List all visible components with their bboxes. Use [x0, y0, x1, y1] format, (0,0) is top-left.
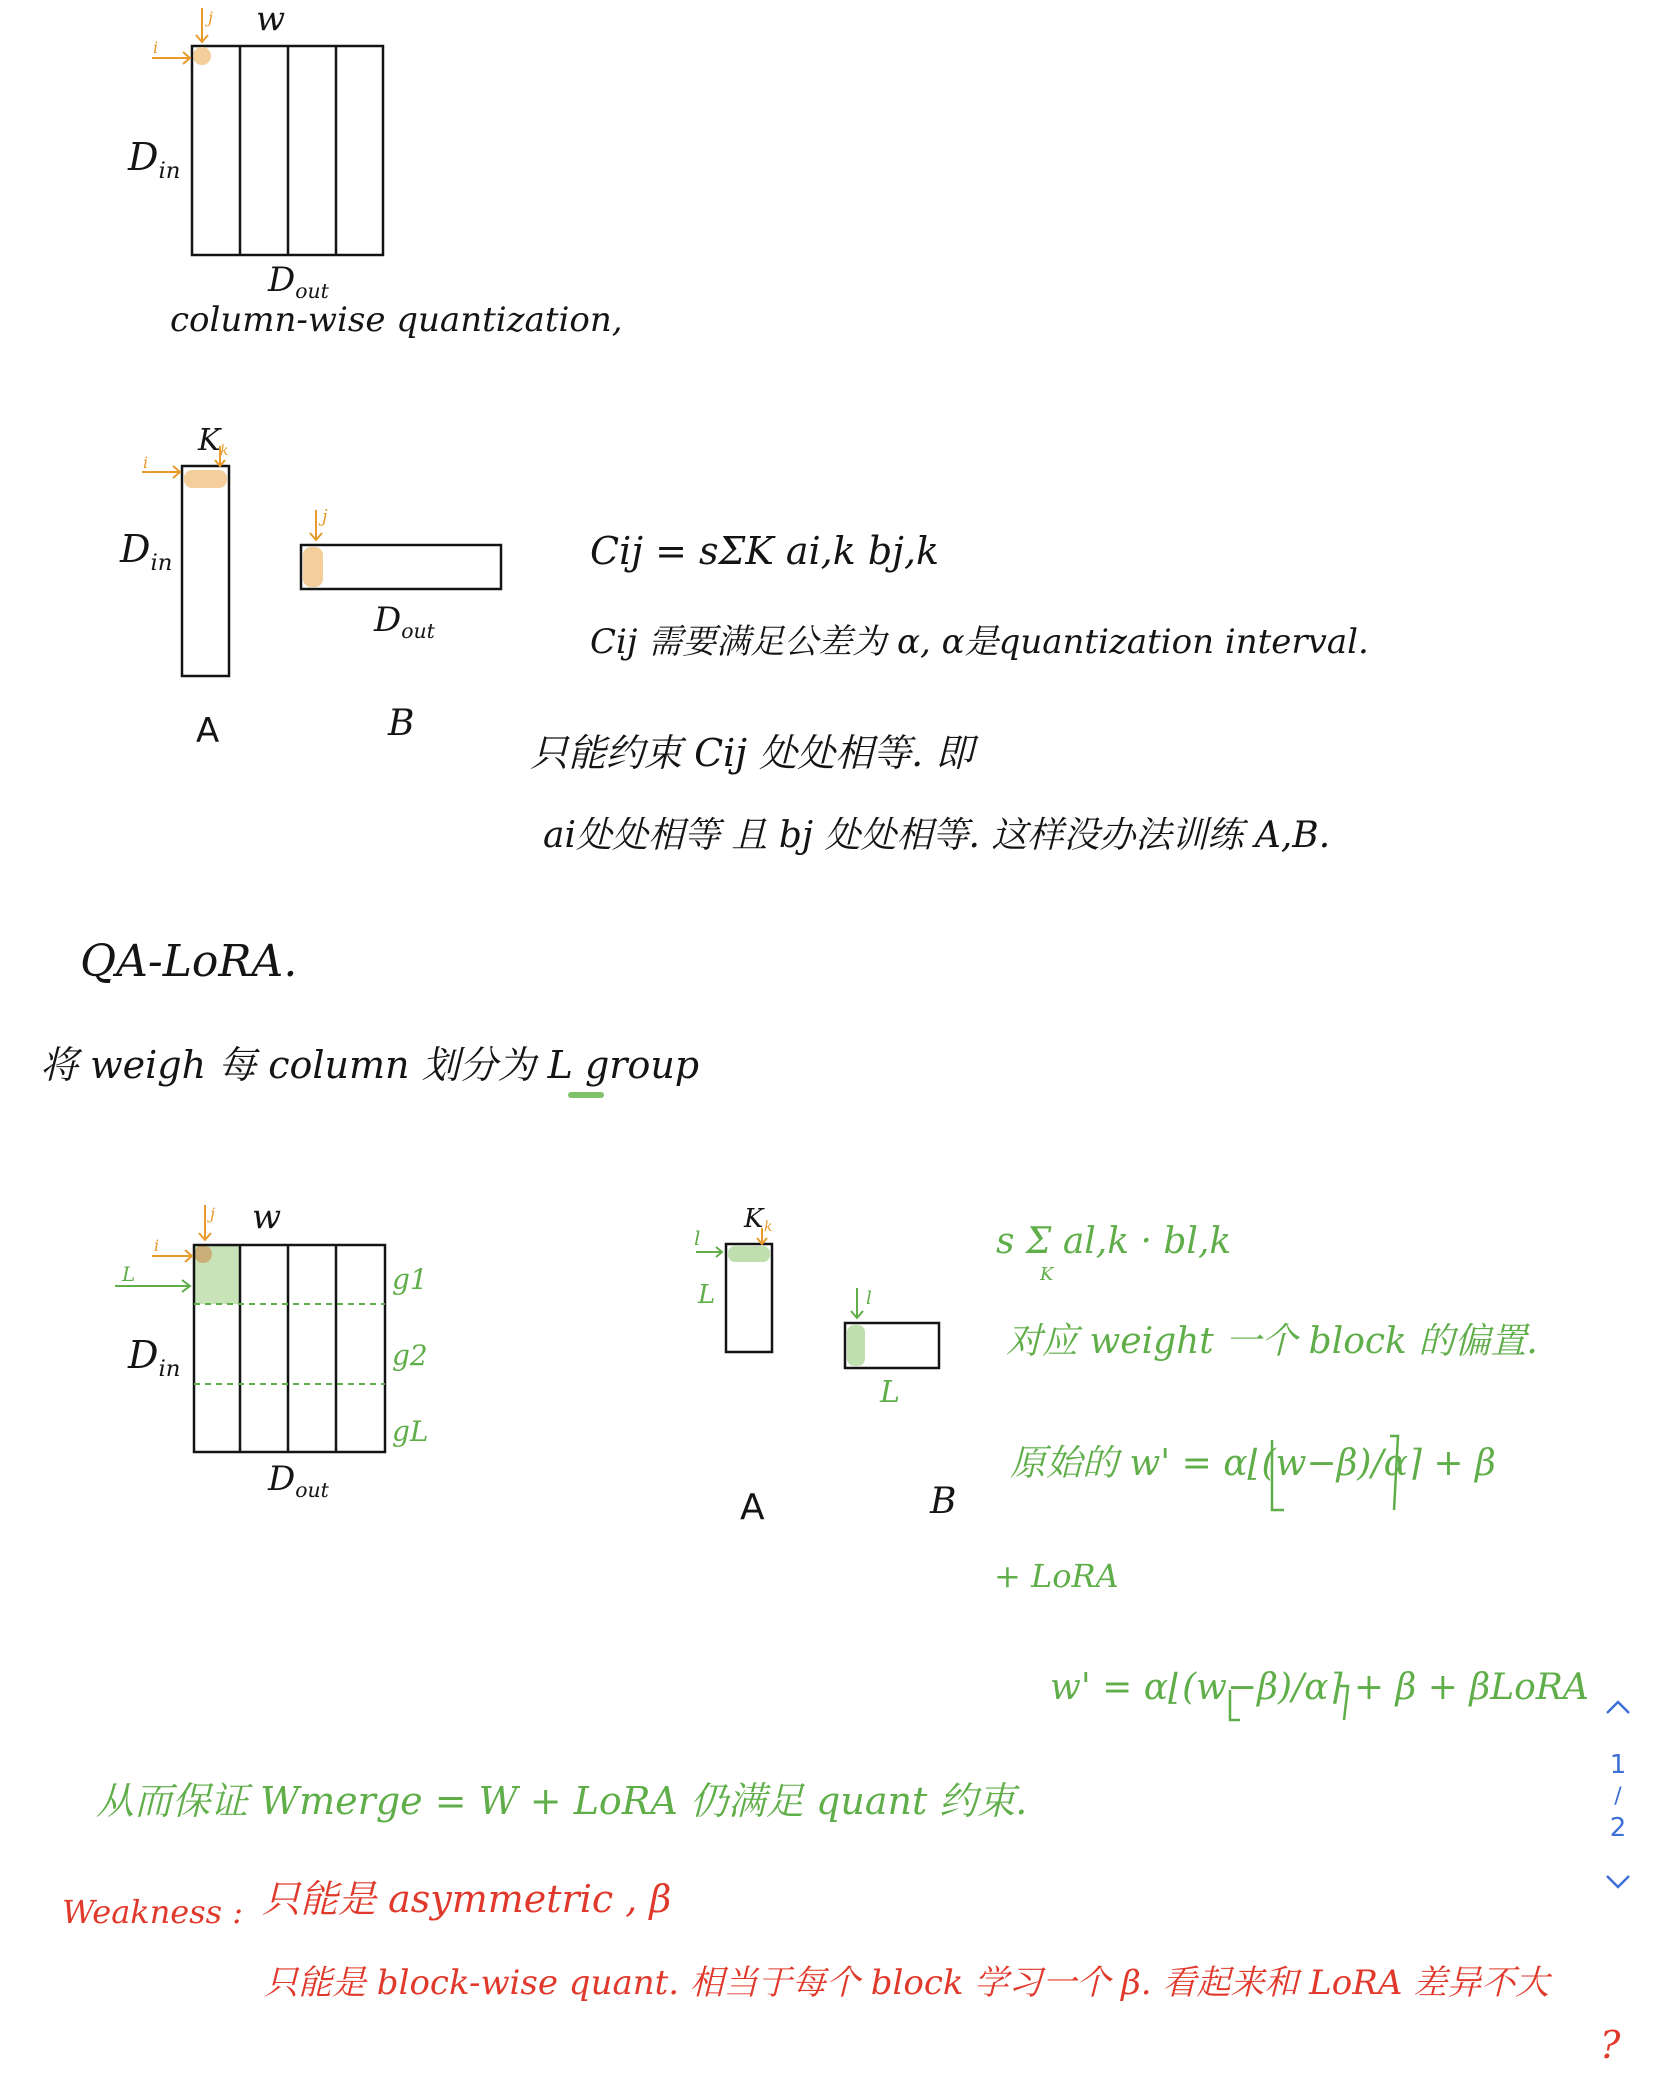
fig2-k-label: K [198, 423, 221, 458]
fig4-arrows [696, 1228, 863, 1318]
fig4-k-small: k [764, 1219, 773, 1235]
fig1-din-label: $D_{in}$ [128, 135, 181, 184]
fig1-i-label: i [153, 38, 159, 57]
fig1-j-label: j [208, 8, 213, 27]
fig1-element-highlight [193, 47, 211, 65]
green-plus-lora: + LoRA [994, 1557, 1119, 1595]
fig1-dout-label: $D_{out}$ [268, 260, 329, 304]
green-sum-formula: s Σ al,k · bl,k [996, 1221, 1232, 1262]
heading-qa-lora: QA-LoRA. [80, 936, 298, 987]
fig2-j-label: j [322, 506, 328, 527]
fig3-dout-label: $D_{out}$ [268, 1459, 329, 1503]
line-cij-interval: Cij 需要满足公差为 α, α是quantization interval. [590, 622, 1369, 662]
line-group-partition: 将 weigh 每 column 划分为 L group [40, 1043, 700, 1087]
fig3-group-g1: g1 [392, 1263, 428, 1296]
fig4-matrix-b [845, 1323, 939, 1368]
fig3-i-label: i [154, 1236, 160, 1255]
fig4-k-label: K [744, 1204, 764, 1234]
fig3-group-g2: g2 [392, 1339, 428, 1372]
fig2-matrix-b [301, 545, 501, 589]
red-weakness-2: 只能是 block-wise quant. 相当于每个 block 学习一个 β. 看起来和 LoRA 差异不大 [264, 1963, 1550, 2003]
fig3-group-gl: gL [392, 1415, 429, 1448]
fig2-din-label: $D_{in}$ [120, 527, 173, 576]
page-navigator [1598, 1696, 1638, 1897]
red-question-mark: ? [1600, 2023, 1621, 2067]
green-merge-guarantee: 从而保证 Wmerge = W + LoRA 仍满足 quant 约束. [96, 1779, 1028, 1823]
fig3-din-label: $D_{in}$ [128, 1333, 181, 1382]
eq-cij-sum: Cij = sΣK ai,k bj,k [590, 529, 940, 573]
page-separator: / [1614, 1784, 1622, 1809]
chevron-down-icon[interactable] [1603, 1871, 1633, 1897]
fig2-b-label: B [388, 703, 415, 744]
fig3-j-label: j [210, 1204, 215, 1223]
fig4-l-label: L [698, 1280, 716, 1310]
red-weakness-1: 只能是 asymmetric , β [262, 1877, 672, 1921]
fig4-l-small-b: l [866, 1288, 872, 1309]
fig4-a-label: A [740, 1487, 765, 1528]
fig4-b-label: B [930, 1481, 957, 1522]
fig4-b-l-label: L [880, 1375, 900, 1410]
red-weakness-label: Weakness : [62, 1893, 244, 1931]
fig2-dout-label: $D_{out}$ [374, 600, 435, 644]
green-new-formula: w' = α⌊(w−β)/α⌉ + β + βLoRA [1050, 1667, 1589, 1708]
total-page-number: 2 [1609, 1813, 1627, 1843]
fig3-l-label: L [122, 1262, 136, 1286]
line-cannot-train: ai处处相等 且 bj 处处相等. 这样没办法训练 A,B. [543, 815, 1331, 856]
chevron-up-icon[interactable] [1603, 1696, 1633, 1722]
fig2-arrows [142, 443, 322, 540]
fig4-l-arrow-label: l [694, 1226, 701, 1250]
fig4-matrix-a [726, 1244, 772, 1352]
fig2-a-label: A [196, 711, 220, 751]
fig3-weight-matrix [194, 1245, 385, 1452]
green-block-bias: 对应 weight 一个 block 的偏置. [1006, 1321, 1538, 1362]
current-page-number: 1 [1609, 1750, 1627, 1780]
fig1-weight-matrix [192, 46, 383, 255]
fig3-w-label: w [252, 1197, 282, 1237]
green-original-formula: 原始的 w' = α⌊(w−β)/α⌉ + β [1010, 1443, 1496, 1484]
green-sum-subscript: K [1040, 1264, 1054, 1285]
fig2-i-label: i [143, 453, 149, 472]
fig2-k-small: k [220, 443, 229, 459]
fig1-w-label: w [256, 0, 286, 39]
caption-column-wise: column-wise quantization, [170, 300, 623, 340]
fig2-matrix-a [182, 466, 229, 676]
line-constraint: 只能约束 Cij 处处相等. 即 [530, 731, 974, 775]
